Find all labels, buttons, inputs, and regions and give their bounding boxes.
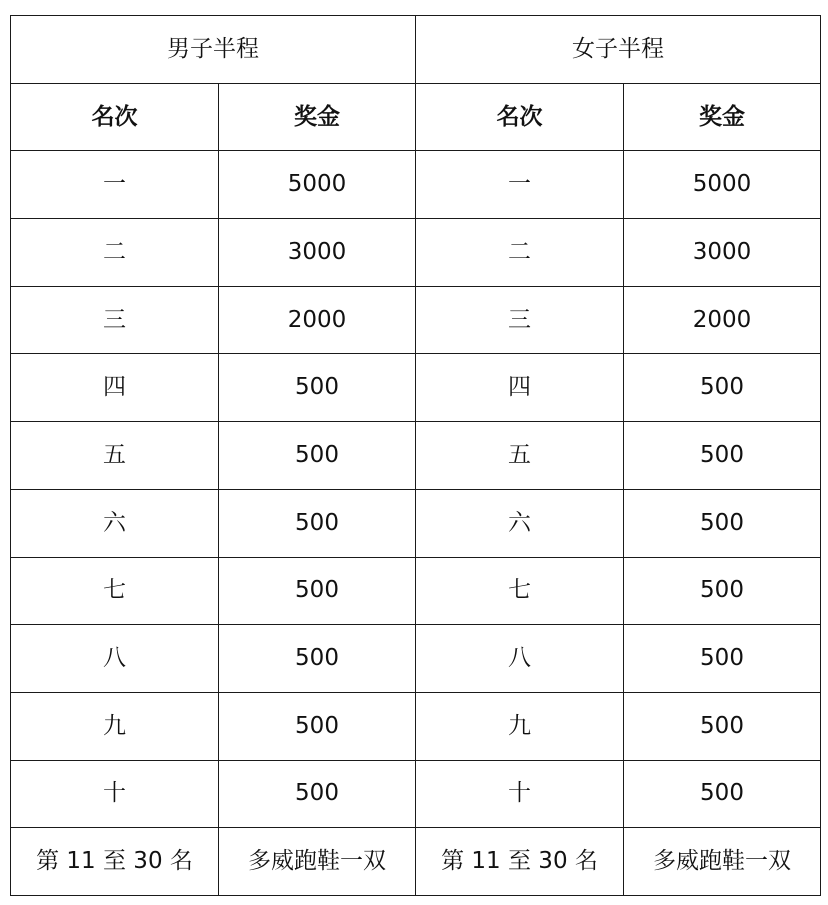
men-prize-cell: 500 xyxy=(219,354,416,422)
women-prize-cell: 500 xyxy=(624,489,821,557)
men-rank-cell: 三 xyxy=(11,286,219,354)
women-rank-cell: 十 xyxy=(416,760,624,828)
column-header-row xyxy=(11,83,821,151)
women-prize-cell: 3000 xyxy=(624,219,821,287)
women-rank-cell: 一 xyxy=(416,151,624,219)
table-row xyxy=(11,151,821,219)
men-rank-cell: 一 xyxy=(11,151,219,219)
prize-table xyxy=(10,15,821,896)
women-rank-cell: 四 xyxy=(416,354,624,422)
men-prize-cell: 5000 xyxy=(219,151,416,219)
women-rank-cell: 二 xyxy=(416,219,624,287)
men-rank-cell: 五 xyxy=(11,422,219,490)
women-prize-cell: 500 xyxy=(624,557,821,625)
table-row xyxy=(11,828,821,896)
table-row xyxy=(11,219,821,287)
men-rank-cell: 八 xyxy=(11,625,219,693)
men-rank-cell: 七 xyxy=(11,557,219,625)
table-row xyxy=(11,760,821,828)
women-prize-cell: 500 xyxy=(624,354,821,422)
men-prize-header: 奖金 xyxy=(219,83,416,151)
men-rank-cell: 二 xyxy=(11,219,219,287)
women-prize-cell: 5000 xyxy=(624,151,821,219)
men-prize-cell: 3000 xyxy=(219,219,416,287)
men-rank-cell: 第 11 至 30 名 xyxy=(11,828,219,896)
men-prize-cell: 2000 xyxy=(219,286,416,354)
men-rank-cell: 十 xyxy=(11,760,219,828)
women-rank-cell: 七 xyxy=(416,557,624,625)
women-rank-cell: 八 xyxy=(416,625,624,693)
women-rank-cell: 三 xyxy=(416,286,624,354)
table-row xyxy=(11,692,821,760)
table-row xyxy=(11,286,821,354)
men-rank-cell: 九 xyxy=(11,692,219,760)
men-prize-cell: 500 xyxy=(219,557,416,625)
men-prize-cell: 500 xyxy=(219,489,416,557)
table-row xyxy=(11,489,821,557)
women-prize-header: 奖金 xyxy=(624,83,821,151)
women-prize-cell: 500 xyxy=(624,760,821,828)
table-row xyxy=(11,354,821,422)
women-prize-cell: 2000 xyxy=(624,286,821,354)
men-prize-cell: 多威跑鞋一双 xyxy=(219,828,416,896)
men-prize-cell: 500 xyxy=(219,625,416,693)
men-rank-header: 名次 xyxy=(11,83,219,151)
table-row xyxy=(11,422,821,490)
women-prize-cell: 500 xyxy=(624,692,821,760)
men-rank-cell: 四 xyxy=(11,354,219,422)
women-group-header: 女子半程 xyxy=(416,16,821,84)
women-rank-cell: 第 11 至 30 名 xyxy=(416,828,624,896)
table-row xyxy=(11,557,821,625)
men-prize-cell: 500 xyxy=(219,422,416,490)
women-prize-cell: 500 xyxy=(624,422,821,490)
men-rank-cell: 六 xyxy=(11,489,219,557)
prize-table-body xyxy=(11,16,821,896)
women-prize-cell: 500 xyxy=(624,625,821,693)
men-group-header: 男子半程 xyxy=(11,16,416,84)
women-rank-cell: 五 xyxy=(416,422,624,490)
men-prize-cell: 500 xyxy=(219,692,416,760)
women-rank-header: 名次 xyxy=(416,83,624,151)
women-rank-cell: 六 xyxy=(416,489,624,557)
women-rank-cell: 九 xyxy=(416,692,624,760)
group-header-row xyxy=(11,16,821,84)
table-row xyxy=(11,625,821,693)
men-prize-cell: 500 xyxy=(219,760,416,828)
women-prize-cell: 多威跑鞋一双 xyxy=(624,828,821,896)
